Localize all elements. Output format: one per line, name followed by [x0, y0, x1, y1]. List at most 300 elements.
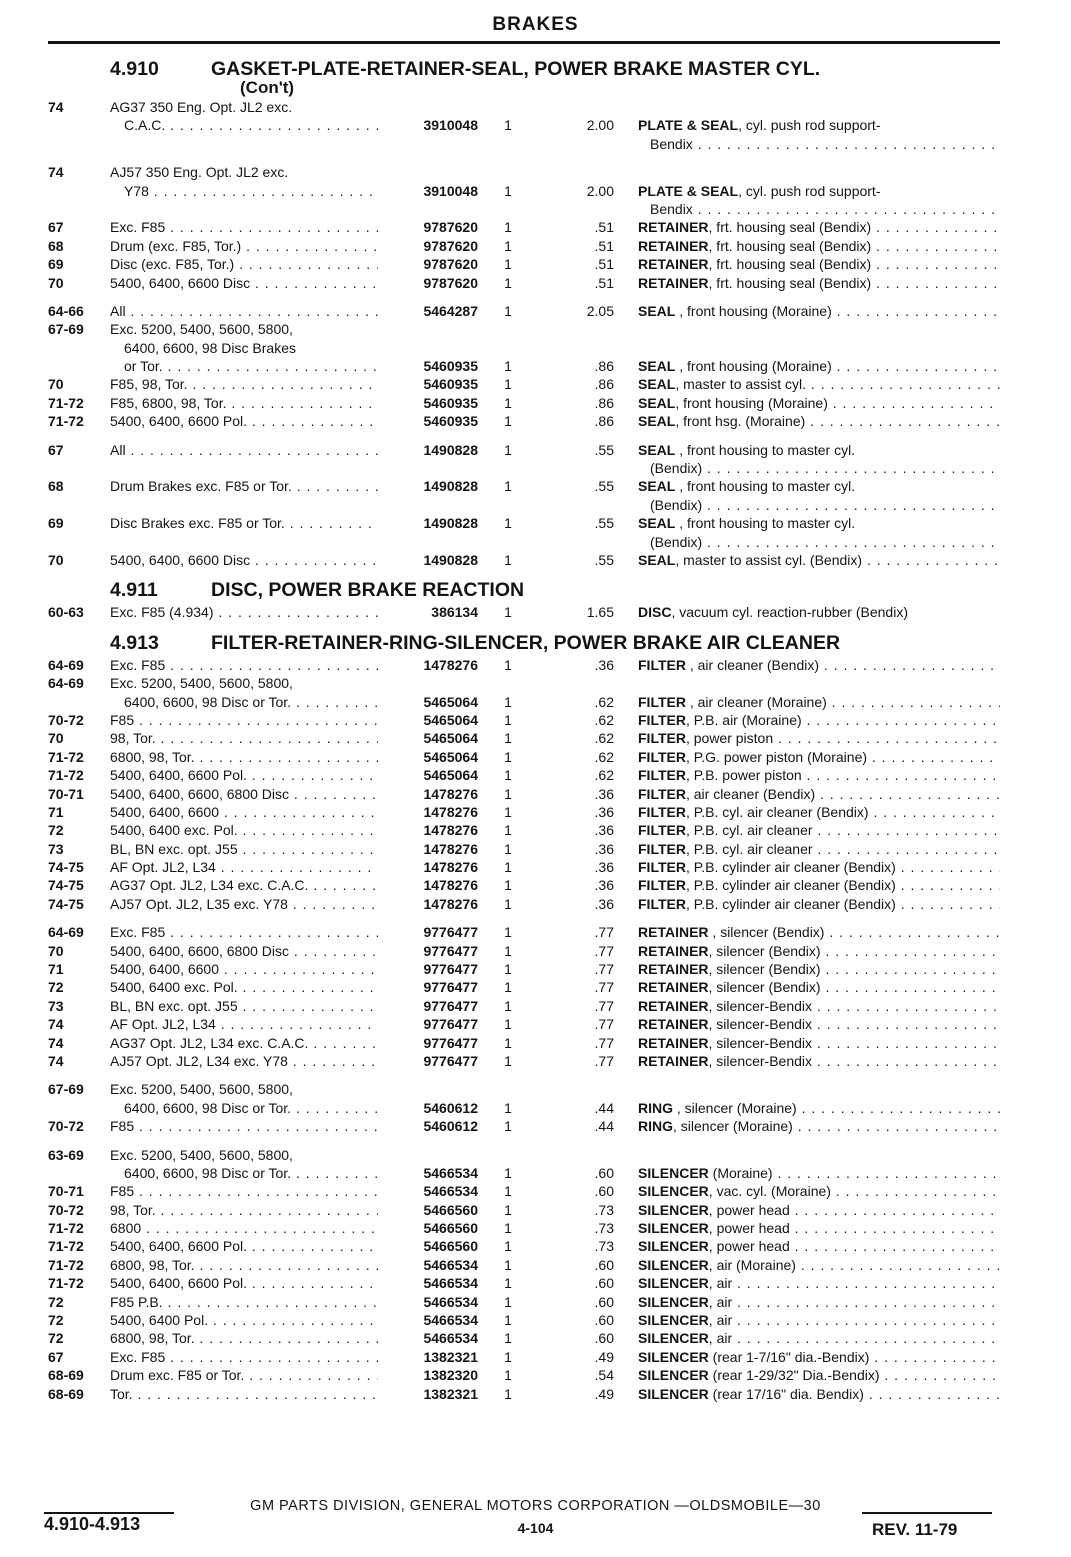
- description: [638, 182, 1000, 200]
- model-year: 64-66: [48, 302, 84, 319]
- description: [638, 302, 1000, 320]
- price: .51: [594, 256, 614, 273]
- application: 5400, 6400, 6600, 6800 Disc . . .: [110, 942, 378, 960]
- price: 2.05: [586, 302, 614, 319]
- part-name: SEAL: [638, 358, 676, 375]
- description-text: , silencer (Bendix): [708, 961, 821, 978]
- price: .36: [594, 803, 614, 820]
- model-year: 71-72: [48, 413, 84, 430]
- table-row: [48, 978, 1000, 996]
- description-text: , air cleaner (Bendix): [685, 656, 820, 673]
- model-year: 70-72: [48, 1201, 84, 1218]
- price: 2.00: [586, 117, 614, 134]
- model-year: 70-72: [48, 1118, 84, 1135]
- application: Exc. F85 . . .: [110, 923, 378, 941]
- description-text: , air: [708, 1312, 733, 1329]
- part-name: FILTER: [638, 656, 686, 673]
- description-text: , air cleaner (Bendix): [685, 785, 816, 802]
- part-name: RETAINER: [638, 274, 709, 291]
- description-text: (rear 1-29/32" Dia.-Bendix): [708, 1367, 880, 1384]
- part-number: 5460935: [423, 376, 478, 393]
- header-rule: [48, 41, 1000, 44]
- price: .36: [594, 785, 614, 802]
- table-row: [48, 135, 1000, 153]
- table-row: [48, 116, 1000, 134]
- price: .73: [594, 1238, 614, 1255]
- application: 5400, 6400, 6600 Pol. . . .: [110, 412, 378, 430]
- section-subtitle: [48, 78, 1000, 98]
- quantity: 1: [504, 822, 512, 839]
- description: [638, 766, 1000, 784]
- part-name: SILENCER: [638, 1348, 709, 1365]
- quantity: 1: [504, 961, 512, 978]
- application: AJ57 350 Eng. Opt. JL2 exc.: [110, 164, 289, 181]
- description-text: (Bendix): [650, 533, 703, 550]
- description-text: , front housing (Moraine): [675, 394, 828, 411]
- part-name: RETAINER: [638, 979, 709, 996]
- application: 6800, 98, Tor. . . .: [110, 1329, 378, 1347]
- application: AJ57 Opt. JL2, L35 exc. Y78 . . .: [110, 895, 378, 913]
- footer-publisher: GM PARTS DIVISION, GENERAL MOTORS CORPORATION —OLDSMOBILE—30: [250, 1498, 821, 1514]
- table-row: [48, 821, 1000, 839]
- description: [638, 514, 1000, 532]
- quantity: 1: [504, 730, 512, 747]
- part-name: FILTER: [638, 730, 686, 747]
- quantity: 1: [504, 1052, 512, 1069]
- section-heading: [48, 632, 1000, 656]
- application: AG37 350 Eng. Opt. JL2 exc.: [110, 99, 293, 115]
- part-name: SILENCER: [638, 1330, 709, 1347]
- application: AG37 Opt. JL2, L34 exc. C.A.C. . . .: [110, 1034, 378, 1052]
- application: 5400, 6400, 6600 Pol. . . .: [110, 766, 378, 784]
- part-name: SEAL: [638, 302, 676, 319]
- table-row: [48, 1385, 1000, 1403]
- model-year: 73: [48, 997, 64, 1014]
- quantity: 1: [504, 1385, 512, 1402]
- section-subtitle-text: (Con't): [240, 78, 295, 97]
- description: [638, 255, 1000, 273]
- part-name: FILTER: [638, 877, 686, 894]
- description: [638, 218, 1000, 236]
- description-text: (rear 1-7/16" dia.-Bendix): [708, 1348, 870, 1365]
- description: [638, 748, 1000, 766]
- price: .60: [594, 1330, 614, 1347]
- table-row: [48, 394, 1000, 412]
- description-text: , silencer (Moraine): [673, 1099, 797, 1116]
- model-year: 68-69: [48, 1367, 84, 1384]
- description-text: (Moraine): [708, 1164, 773, 1181]
- quantity: 1: [504, 551, 512, 568]
- application: C.A.C. . . .: [124, 116, 378, 134]
- quantity: 1: [504, 302, 512, 319]
- model-year: 70: [48, 274, 64, 291]
- quantity: 1: [504, 256, 512, 273]
- price: .62: [594, 730, 614, 747]
- description-text: , silencer-Bendix: [708, 1034, 813, 1051]
- quantity: 1: [504, 803, 512, 820]
- table-row: [48, 1182, 1000, 1200]
- table-row: [48, 674, 1000, 692]
- part-number: 5466560: [423, 1220, 478, 1237]
- description-text: , vac. cyl. (Moraine): [708, 1183, 831, 1200]
- quantity: 1: [504, 877, 512, 894]
- part-number: 5466534: [423, 1256, 478, 1273]
- part-name: SILENCER: [638, 1164, 709, 1181]
- price: .60: [594, 1256, 614, 1273]
- table-row: [48, 274, 1000, 292]
- table-row: [48, 960, 1000, 978]
- application: Exc. 5200, 5400, 5600, 5800,: [110, 675, 293, 692]
- model-year: 71-72: [48, 748, 84, 765]
- part-number: 5460935: [423, 394, 478, 411]
- price: .77: [594, 924, 614, 941]
- table-row: [48, 375, 1000, 393]
- description: [638, 923, 1000, 941]
- section-title-text: DISC, POWER BRAKE REACTION: [211, 579, 525, 602]
- model-year: 70: [48, 730, 64, 747]
- application: Drum exc. F85 or Tor. . . .: [110, 1366, 378, 1384]
- application: 6800 . . .: [110, 1219, 378, 1237]
- price: .36: [594, 822, 614, 839]
- part-name: SILENCER: [638, 1385, 709, 1402]
- price: .51: [594, 219, 614, 236]
- description-text: , front housing (Moraine): [675, 358, 832, 375]
- description-text: , P.G. power piston (Moraine): [685, 748, 868, 765]
- model-year: 67-69: [48, 321, 84, 338]
- application: Disc (exc. F85, Tor.) . . .: [110, 255, 378, 273]
- quantity: 1: [504, 693, 512, 710]
- description: [638, 1099, 1000, 1117]
- table-row: [48, 997, 1000, 1015]
- model-year: 70-72: [48, 711, 84, 728]
- part-name: SILENCER: [638, 1220, 709, 1237]
- price: .86: [594, 394, 614, 411]
- model-year: 64-69: [48, 656, 84, 673]
- part-name: PLATE & SEAL: [638, 117, 739, 134]
- part-name: SILENCER: [638, 1238, 709, 1255]
- description: [638, 1329, 1000, 1347]
- price: .77: [594, 997, 614, 1014]
- model-year: 72: [48, 1312, 64, 1329]
- part-number: 9776477: [423, 1052, 478, 1069]
- model-year: 71-72: [48, 1256, 84, 1273]
- quantity: 1: [504, 979, 512, 996]
- description: [650, 496, 1000, 514]
- part-name: RETAINER: [638, 961, 709, 978]
- price: .49: [594, 1348, 614, 1365]
- table-row: [48, 766, 1000, 784]
- description-text: , P.B. power piston: [685, 767, 802, 784]
- part-number: 1382320: [423, 1367, 478, 1384]
- part-number: 5466534: [423, 1164, 478, 1181]
- description-text: , air cleaner (Moraine): [685, 693, 827, 710]
- section-heading: [48, 579, 1000, 603]
- price: .51: [594, 237, 614, 254]
- part-number: 1490828: [423, 551, 478, 568]
- part-number: 1490828: [423, 441, 478, 458]
- application: Drum (exc. F85, Tor.) . . .: [110, 237, 378, 255]
- quantity: 1: [504, 1034, 512, 1051]
- price: .77: [594, 979, 614, 996]
- part-name: RETAINER: [638, 237, 709, 254]
- description: [638, 116, 1000, 134]
- description-text: , P.B. cylinder air cleaner (Bendix): [685, 859, 896, 876]
- table-row: [48, 302, 1000, 320]
- table-row: [48, 942, 1000, 960]
- part-number: 5466534: [423, 1275, 478, 1292]
- quantity: 1: [504, 219, 512, 236]
- part-name: SEAL: [638, 413, 676, 430]
- description-text: , silencer (Bendix): [708, 924, 825, 941]
- quantity: 1: [504, 748, 512, 765]
- description-text: , frt. housing seal (Bendix): [708, 237, 872, 254]
- section-title-text: GASKET-PLATE-RETAINER-SEAL, POWER BRAKE MASTER CYL.: [211, 58, 821, 80]
- model-year: 74: [48, 99, 64, 115]
- price: .60: [594, 1164, 614, 1181]
- table-row: [48, 876, 1000, 894]
- part-number: 5466534: [423, 1293, 478, 1310]
- part-name: RETAINER: [638, 1034, 709, 1051]
- table-row: [48, 1256, 1000, 1274]
- description-text: , air: [708, 1330, 733, 1347]
- model-year: 71-72: [48, 1220, 84, 1237]
- description: [638, 237, 1000, 255]
- part-name: SEAL: [638, 441, 676, 458]
- quantity: 1: [504, 924, 512, 941]
- table-row: [48, 514, 1000, 532]
- model-year: 72: [48, 822, 64, 839]
- model-year: 74-75: [48, 877, 84, 894]
- price: .86: [594, 358, 614, 375]
- model-year: 71-72: [48, 394, 84, 411]
- part-number: 1478276: [423, 803, 478, 820]
- quantity: 1: [504, 394, 512, 411]
- description: [638, 357, 1000, 375]
- table-row: [48, 785, 1000, 803]
- quantity: 1: [504, 1118, 512, 1135]
- table-row: [48, 711, 1000, 729]
- price: .44: [594, 1099, 614, 1116]
- part-number: 3910048: [423, 117, 478, 134]
- description-text: , cyl. push rod support-: [738, 182, 881, 199]
- part-number: 1478276: [423, 822, 478, 839]
- part-name: RING: [638, 1118, 673, 1135]
- part-number: 1478276: [423, 840, 478, 857]
- application: 6800, 98, Tor. . . .: [110, 1256, 378, 1274]
- description-text: , frt. housing seal (Bendix): [708, 219, 872, 236]
- description-text: , power piston: [685, 730, 774, 747]
- table-row: [48, 182, 1000, 200]
- model-year: 67-69: [48, 1081, 84, 1098]
- model-year: 70: [48, 376, 64, 393]
- quantity: 1: [504, 942, 512, 959]
- part-number: 5466534: [423, 1312, 478, 1329]
- table-row: [48, 533, 1000, 551]
- description-text: (Bendix): [650, 460, 703, 477]
- quantity: 1: [504, 182, 512, 199]
- group-spacer: [48, 431, 1000, 441]
- description-text: , P.B. cylinder air cleaner (Bendix): [685, 895, 896, 912]
- quantity: 1: [504, 117, 512, 134]
- table-row: [48, 858, 1000, 876]
- description: [650, 135, 1000, 153]
- table-row: [48, 412, 1000, 430]
- description: [650, 459, 1000, 477]
- quantity: 1: [504, 1201, 512, 1218]
- quantity: 1: [504, 1293, 512, 1310]
- application: 98, Tor. . . .: [110, 729, 378, 747]
- application: All . . .: [110, 441, 378, 459]
- description-text: , silencer-Bendix: [708, 997, 813, 1014]
- application: Disc Brakes exc. F85 or Tor. . . .: [110, 514, 378, 532]
- application: 5400, 6400, 6600 Disc . . .: [110, 551, 378, 569]
- application: Exc. 5200, 5400, 5600, 5800,: [110, 1146, 293, 1163]
- table-row: [48, 1311, 1000, 1329]
- description: [638, 656, 1000, 674]
- part-name: SEAL: [638, 394, 676, 411]
- application: Tor. . . .: [110, 1385, 378, 1403]
- part-name: FILTER: [638, 785, 686, 802]
- quantity: 1: [504, 767, 512, 784]
- description-text: , power head: [708, 1220, 790, 1237]
- application: Drum Brakes exc. F85 or Tor. . . .: [110, 477, 378, 495]
- model-year: 74-75: [48, 895, 84, 912]
- price: .77: [594, 1052, 614, 1069]
- quantity: 1: [504, 1016, 512, 1033]
- part-number: 5460612: [423, 1118, 478, 1135]
- description-text: , power head: [708, 1201, 790, 1218]
- description: [638, 441, 1000, 459]
- part-name: FILTER: [638, 748, 686, 765]
- part-number: 1478276: [423, 656, 478, 673]
- price: .60: [594, 1293, 614, 1310]
- description-text: , P.B. cyl. air cleaner (Bendix): [685, 803, 869, 820]
- table-row: [48, 551, 1000, 569]
- part-number: 5464287: [423, 302, 478, 319]
- description: [638, 274, 1000, 292]
- table-row: [48, 1219, 1000, 1237]
- model-year: 70: [48, 551, 64, 568]
- part-number: 5460612: [423, 1099, 478, 1116]
- description-text: , front housing to master cyl.: [675, 478, 856, 495]
- description: [638, 1117, 1000, 1135]
- description: [638, 858, 1000, 876]
- table-row: [48, 1366, 1000, 1384]
- description: [638, 1052, 1000, 1070]
- application: 6400, 6600, 98 Disc Brakes: [124, 339, 296, 356]
- price: .62: [594, 711, 614, 728]
- table-row: [48, 459, 1000, 477]
- group-spacer: [48, 1136, 1000, 1146]
- table-row: [48, 98, 1000, 116]
- application: F85 . . .: [110, 1117, 378, 1135]
- application: 6800, 98, Tor. . . .: [110, 748, 378, 766]
- description: [638, 1366, 1000, 1384]
- quantity: 1: [504, 1348, 512, 1365]
- application: All . . .: [110, 302, 378, 320]
- part-name: FILTER: [638, 803, 686, 820]
- table-row: [48, 603, 1000, 621]
- model-year: 74: [48, 164, 64, 181]
- part-number: 1382321: [423, 1348, 478, 1365]
- model-year: 71-72: [48, 1238, 84, 1255]
- part-name: SEAL: [638, 515, 676, 532]
- table-row: [48, 496, 1000, 514]
- part-number: 5465064: [423, 730, 478, 747]
- price: .86: [594, 376, 614, 393]
- group-spacer: [48, 1070, 1000, 1080]
- quantity: 1: [504, 274, 512, 291]
- model-year: 63-69: [48, 1146, 84, 1163]
- description: [638, 876, 1000, 894]
- footer-revision: REV. 11-79: [872, 1520, 958, 1539]
- part-name: RETAINER: [638, 1052, 709, 1069]
- price: .60: [594, 1275, 614, 1292]
- part-number: 5460935: [423, 358, 478, 375]
- description-text: , front housing to master cyl.: [675, 441, 856, 458]
- price: .36: [594, 840, 614, 857]
- description: [638, 1385, 1000, 1403]
- group-spacer: [48, 913, 1000, 923]
- part-name: RETAINER: [638, 219, 709, 236]
- description-text: Bendix: [650, 135, 693, 152]
- table-row: [48, 1164, 1000, 1182]
- table-row: [48, 729, 1000, 747]
- part-name: FILTER: [638, 859, 686, 876]
- quantity: 1: [504, 1256, 512, 1273]
- parts-listing: [48, 48, 1000, 1403]
- model-year: 74: [48, 1052, 64, 1069]
- table-row: [48, 1052, 1000, 1070]
- price: .62: [594, 767, 614, 784]
- quantity: 1: [504, 997, 512, 1014]
- part-number: 9787620: [423, 274, 478, 291]
- part-number: 1478276: [423, 859, 478, 876]
- quantity: 1: [504, 785, 512, 802]
- part-name: SILENCER: [638, 1275, 709, 1292]
- application: 5400, 6400 exc. Pol. . . .: [110, 978, 378, 996]
- description: [638, 729, 1000, 747]
- part-number: 5466534: [423, 1183, 478, 1200]
- part-name: SEAL: [638, 376, 676, 393]
- application: Exc. 5200, 5400, 5600, 5800,: [110, 1081, 293, 1098]
- table-row: [48, 1099, 1000, 1117]
- model-year: 74: [48, 1016, 64, 1033]
- quantity: 1: [504, 604, 512, 621]
- description-text: , P.B. cylinder air cleaner (Bendix): [685, 877, 896, 894]
- part-name: SILENCER: [638, 1201, 709, 1218]
- application: 5400, 6400, 6600 Pol. . . .: [110, 1274, 378, 1292]
- application: BL, BN exc. opt. J55 . . .: [110, 997, 378, 1015]
- model-year: 67: [48, 1348, 64, 1365]
- description: [638, 477, 1000, 495]
- description-text: , air: [708, 1293, 733, 1310]
- description: [638, 895, 1000, 913]
- description: [638, 1182, 1000, 1200]
- table-row: [48, 441, 1000, 459]
- quantity: 1: [504, 1099, 512, 1116]
- table-row: [48, 163, 1000, 181]
- quantity: 1: [504, 1330, 512, 1347]
- model-year: 71-72: [48, 1275, 84, 1292]
- part-number: 9776477: [423, 1016, 478, 1033]
- model-year: 70: [48, 942, 64, 959]
- description: [638, 1237, 1000, 1255]
- table-row: [48, 748, 1000, 766]
- application: 5400, 6400, 6600 . . .: [110, 803, 378, 821]
- quantity: 1: [504, 478, 512, 495]
- price: .77: [594, 961, 614, 978]
